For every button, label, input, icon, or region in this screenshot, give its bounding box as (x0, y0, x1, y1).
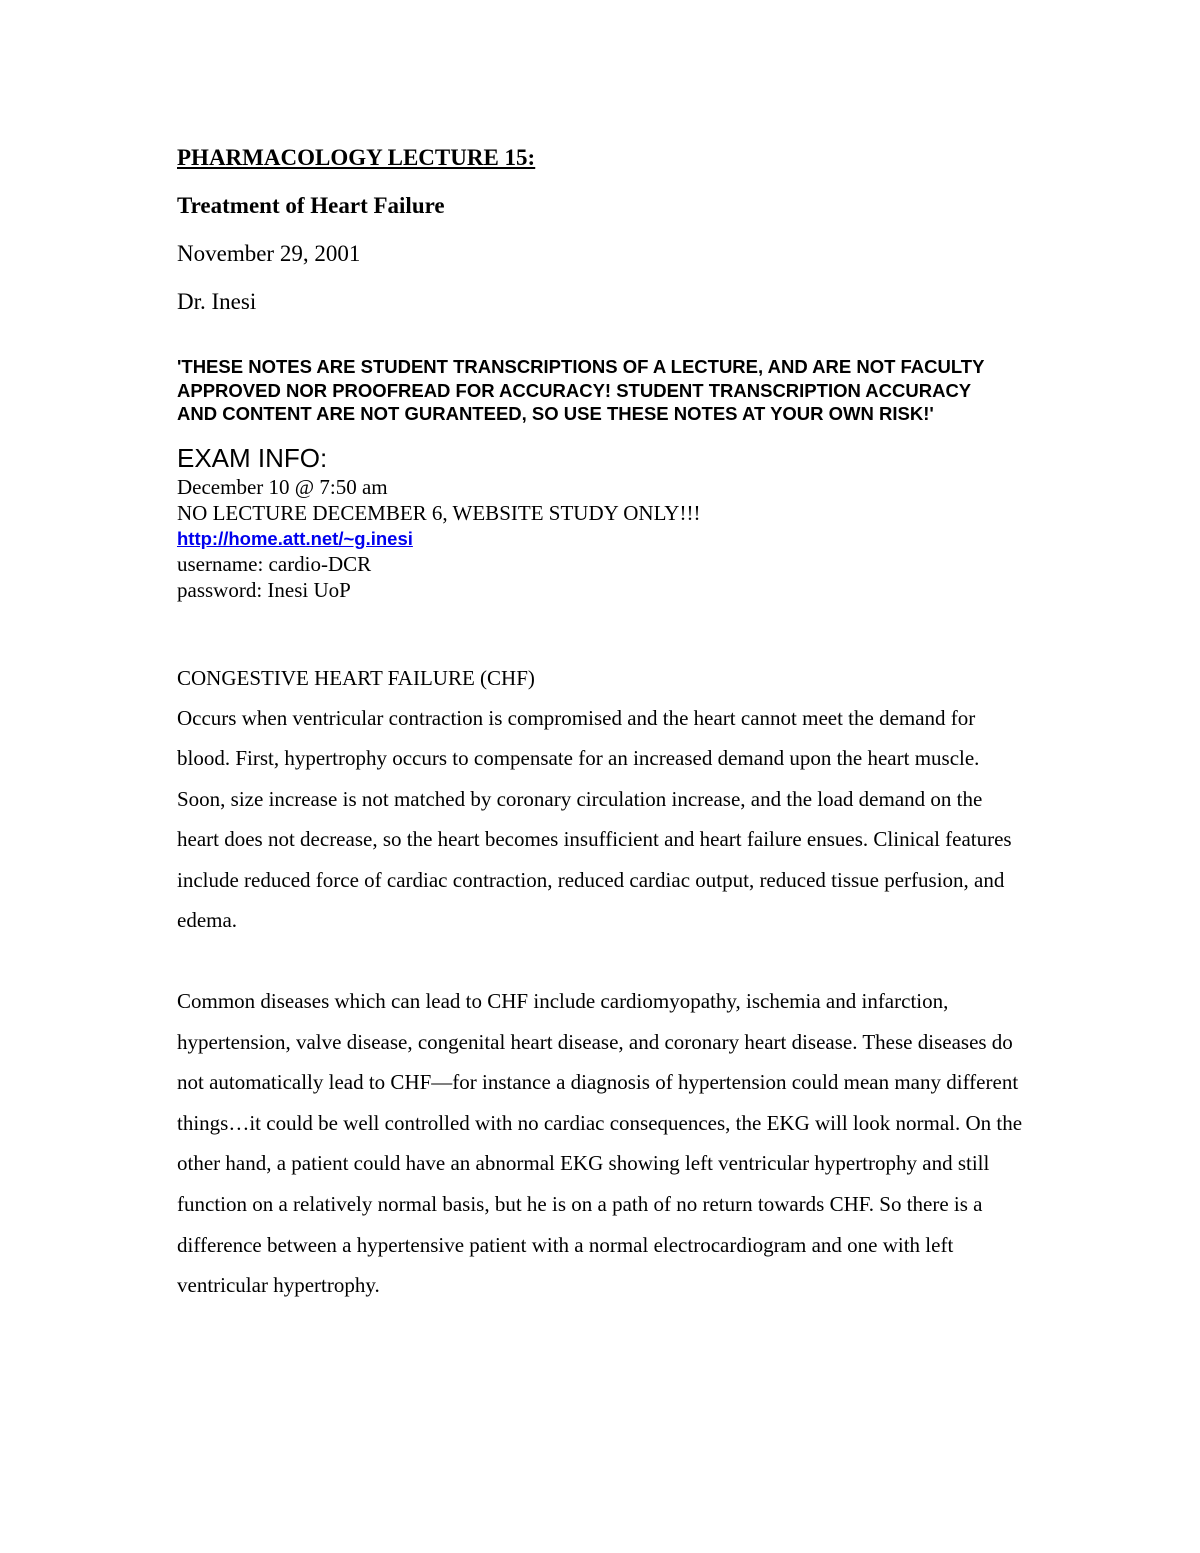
chf-paragraph-definition: Occurs when ventricular contraction is compromised and the heart cannot meet the demand for blood. First, hypertrophy occurs to compensate for an increased demand upon the heart muscle. Soon, size increase is not matched by coronary circulation increase, and the load demand on the heart does not decrease, so the heart becomes insufficient and heart failure ensues. Clinical features include reduced force of cardiac contraction, reduced cardiac output, reduced tissue perfusion, and edema. (177, 705, 1012, 933)
chf-section (177, 658, 1027, 1306)
exam-info-details (177, 474, 1027, 604)
website-username: username: cardio-DCR (177, 551, 372, 576)
disclaimer-notice: 'THESE NOTES ARE STUDENT TRANSCRIPTIONS OF A LECTURE, AND ARE NOT FACULTY APPROVED NOR PROOFREAD FOR ACCURACY! STUDENT TRANSCRIPTION ACCURACY AND CONTENT ARE NOT GURANTEED, SO USE THESE NOTES AT YOUR OWN RISK!' (177, 356, 985, 424)
exam-date-time: December 10 @ 7:50 am (177, 474, 388, 499)
course-website-link[interactable]: http://home.att.net/~g.inesi (177, 527, 413, 549)
lecture-date: November 29, 2001 (177, 241, 361, 266)
lecture-title: PHARMACOLOGY LECTURE 15: (177, 145, 536, 170)
chf-paragraph-causes: Common diseases which can lead to CHF include cardiomyopathy, ischemia and infarction, hypertension, valve disease, congenital heart disease, and coronary heart disease. These diseases do not automatically lead to CHF—for instance a diagnosis of hypertension could mean many different things…it could be well controlled with no cardiac consequences, the EKG will look normal. On the other hand, a patient could have an abnormal EKG showing left ventricular hypertrophy and still function on a relatively normal basis, but he is on a path of no return towards CHF. So there is a difference between a hypertensive patient with a normal electrocardiogram and one with left ventricular hypertrophy. (177, 989, 1023, 1298)
lecturer-name: Dr. Inesi (177, 289, 257, 314)
lecture-subtitle: Treatment of Heart Failure (177, 193, 445, 218)
no-lecture-notice: NO LECTURE DECEMBER 6, WEBSITE STUDY ONLY!!! (177, 501, 701, 525)
exam-info-section (177, 442, 1027, 604)
exam-info-heading: EXAM INFO: (177, 442, 328, 473)
website-password: password: Inesi UoP (177, 578, 351, 602)
document-body (177, 141, 1027, 1306)
chf-heading: CONGESTIVE HEART FAILURE (CHF) (177, 665, 535, 690)
